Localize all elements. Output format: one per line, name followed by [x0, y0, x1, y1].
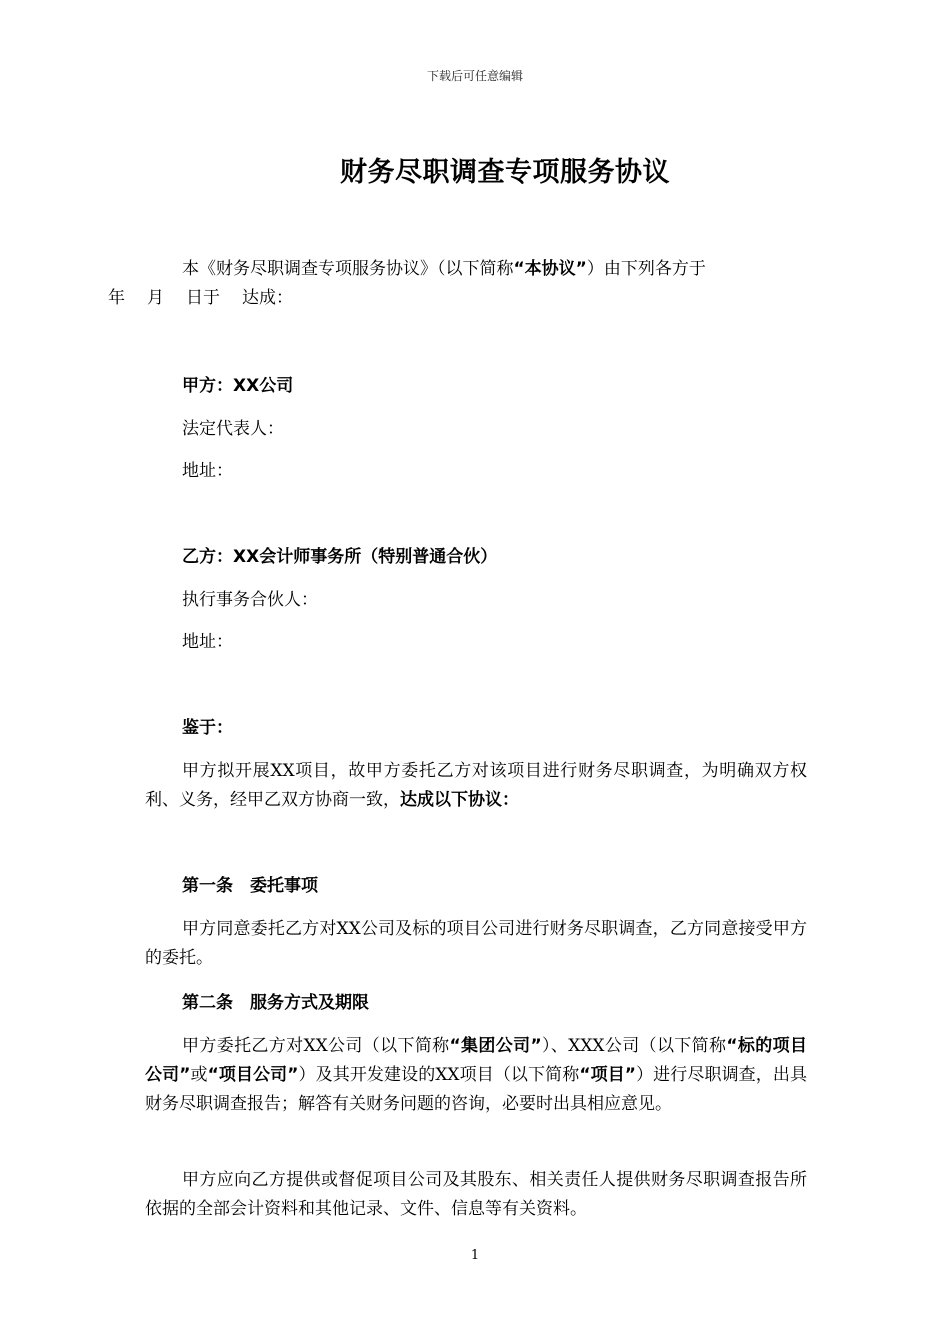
- intro-text: 本《财务尽职调查专项服务协议》（以下简称: [182, 259, 514, 279]
- article-2-paragraph-1: [145, 1032, 807, 1119]
- article-2-text: 或: [190, 1065, 208, 1085]
- page-number: 1: [470, 1248, 480, 1263]
- date-month: 月: [147, 288, 164, 308]
- article-1-heading: 第一条 委托事项: [182, 876, 318, 896]
- article-2-text: ）进行尽职调查，出具财务尽职调查报告；解答有关财务问题的咨询，必要时出具相应意见。: [145, 1065, 807, 1114]
- article-2-bold-term: “标的项目公司”: [145, 1036, 807, 1085]
- whereas-bold: 达成以下协议：: [400, 790, 519, 810]
- intro-bold-term: “本协议”: [513, 259, 587, 279]
- party-b-label: 乙方：XX会计师事务所（特别普通合伙）: [182, 547, 498, 567]
- intro-paragraph: [108, 255, 807, 313]
- page-header-note: 下载后可任意编辑: [426, 69, 523, 83]
- whereas-paragraph: [145, 757, 807, 815]
- date-year: 年: [108, 288, 125, 308]
- article-2-heading: 第二条 服务方式及期限: [182, 993, 369, 1013]
- article-2-bold-term: “项目”: [579, 1065, 636, 1085]
- party-a-representative: 法定代表人：: [182, 419, 284, 439]
- article-2-text: 甲方委托乙方对XX公司（以下简称: [182, 1036, 450, 1056]
- party-b-representative: 执行事务合伙人：: [182, 590, 318, 610]
- whereas-label: 鉴于：: [182, 718, 233, 738]
- document-title: 财务尽职调查专项服务协议: [340, 157, 670, 188]
- party-a-label: 甲方：XX公司: [182, 376, 294, 396]
- party-b-address: 地址：: [182, 632, 233, 652]
- party-a-address: 地址：: [182, 461, 233, 481]
- article-2-text: ）、XXX公司（以下简称: [541, 1036, 727, 1056]
- whereas-text: 甲方拟开展XX项目，故甲方委托乙方对该项目进行财务尽职调查，为明确双方权利、义务，经甲乙双方协商一致，: [145, 761, 807, 810]
- article-2-text: ）及其开发建设的XX项目（以下简称: [298, 1065, 580, 1085]
- article-2-paragraph-2: 甲方应向乙方提供或督促项目公司及其股东、相关责任人提供财务尽职调查报告所依据的全部会计资料和其他记录、文件、信息等有关资料。: [145, 1170, 807, 1219]
- intro-text: ）由下列各方于: [586, 259, 706, 279]
- date-day: 日于: [186, 288, 220, 308]
- article-2-bold-term: “项目公司”: [207, 1065, 299, 1085]
- article-1-paragraph: 甲方同意委托乙方对XX公司及标的项目公司进行财务尽职调查，乙方同意接受甲方的委托。: [145, 919, 807, 968]
- intro-text: 达成：: [242, 288, 293, 308]
- article-2-bold-term: “集团公司”: [449, 1036, 542, 1056]
